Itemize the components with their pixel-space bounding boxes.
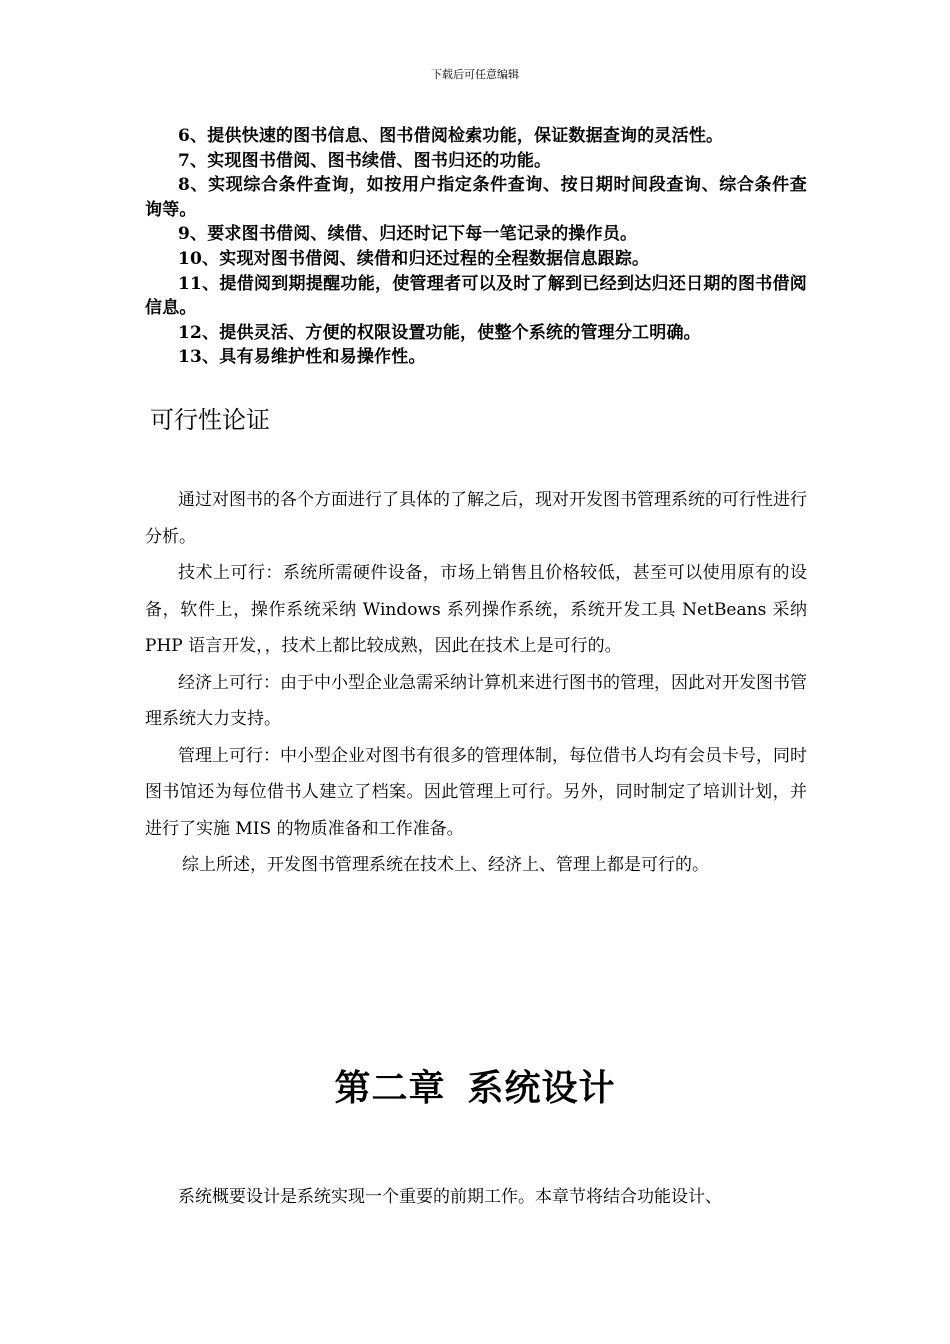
chapter-number: 第二章 xyxy=(334,1067,446,1109)
list-item: 12、提供灵活、方便的权限设置功能，使整个系统的管理分工明确。 xyxy=(178,322,701,343)
chapter-heading xyxy=(0,1060,950,1111)
chapter-title: 系统设计 xyxy=(467,1067,616,1109)
requirements-list xyxy=(145,124,807,370)
list-item: 8、实现综合条件查询，如按用户指定条件查询、按日期时间段查询、综合条件查询等。 xyxy=(145,175,807,220)
chapter-intro: 系统概要设计是系统实现一个重要的前期工作。本章节将结合功能设计、 xyxy=(178,1187,722,1207)
section-heading: 可行性论证 xyxy=(150,406,270,434)
list-item: 7、实现图书借阅、图书续借、图书归还的功能。 xyxy=(178,150,552,171)
page-header: 下载后可任意编辑 xyxy=(431,68,519,81)
paragraph: 综上所述，开发图书管理系统在技术上、经济上、管理上都是可行的。 xyxy=(182,855,709,875)
list-item: 10、实现对图书借阅、续借和归还过程的全程数据信息跟踪。 xyxy=(178,248,650,269)
paragraph: 通过对图书的各个方面进行了具体的了解之后，现对开发图书管理系统的可行性进行分析。 xyxy=(145,490,807,547)
list-item: 9、要求图书借阅、续借、归还时记下每一笔记录的操作员。 xyxy=(178,224,638,245)
list-item: 6、提供快速的图书信息、图书借阅检索功能，保证数据查询的灵活性。 xyxy=(178,126,724,146)
paragraph: 经济上可行：由于中小型企业急需采纳计算机来进行图书的管理，因此对开发图书管理系统大力支持。 xyxy=(145,672,807,729)
list-item: 13、具有易维护性和易操作性。 xyxy=(178,347,426,368)
list-item: 11、提借阅到期提醒功能，使管理者可以及时了解到已经到达归还日期的图书借阅信息。 xyxy=(145,273,807,319)
paragraph: 技术上可行：系统所需硬件设备，市场上销售且价格较低，甚至可以使用原有的设备，软件上，操作系统采纳 Windows 系列操作系统，系统开发工具 NetBeans 采纳 PHP 语言开发，，技术上都比较成熟，因此在技术上是可行的。 xyxy=(145,563,807,656)
feasibility-body xyxy=(145,482,807,884)
paragraph: 管理上可行：中小型企业对图书有很多的管理体制，每位借书人均有会员卡号，同时图书馆还为每位借书人建立了档案。因此管理上可行。另外，同时制定了培训计划，并进行了实施 MIS 的物质准备和工作准备。 xyxy=(145,745,807,839)
